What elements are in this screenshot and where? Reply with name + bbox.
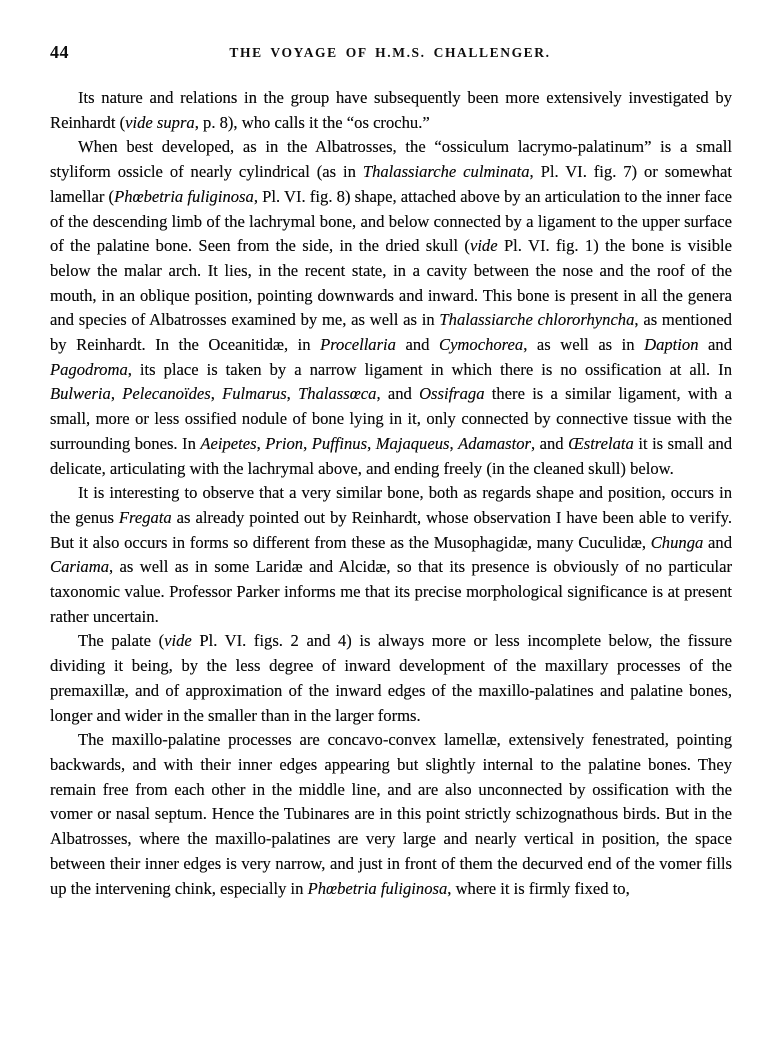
text-segment: it is small and delicate, articulating with the lachrymal above, and ending freely (in the cleaned skull) below. bbox=[50, 433, 733, 478]
taxon-name: Prion bbox=[265, 433, 304, 453]
taxon-name: Ossifraga bbox=[419, 384, 485, 404]
text-segment: , bbox=[210, 384, 223, 404]
text-segment: , Pl. VI. fig. 8) shape, attached above by an articulation to the inner face of the descending limb of the lachrymal bone, and below connected by a ligament to the upper surface of the palatine bone. Seen from the side, in the dried skull ( bbox=[50, 186, 732, 256]
text-segment: , bbox=[256, 433, 266, 453]
taxon-name: Procellaria bbox=[320, 335, 396, 355]
taxon-name: Phœbetria fuliginosa bbox=[307, 878, 448, 898]
text-segment: Pl. VI. figs. 2 and 4) is always more or less incomplete below, the fissure dividing it being, by the less degree of inward development of the maxillary processes of the premaxillæ, and of approximation of the inward edges of the maxillo-palatines and palatine bones, longer and wider in the smaller than in the larger forms. bbox=[50, 631, 732, 725]
page-body bbox=[50, 86, 732, 901]
taxon-name: Daption bbox=[644, 335, 699, 355]
paragraph bbox=[50, 135, 732, 481]
taxon-name: Fulmarus bbox=[222, 384, 287, 404]
taxon-name: Puffinus bbox=[311, 433, 368, 453]
text-segment: , bbox=[367, 433, 376, 453]
text-segment: , as well as in some Laridæ and Alcidæ, so that its presence is obviously of no particular taxonomic value. Professor Parker informs me that its precise morphological significance is at present rather uncertain. bbox=[50, 557, 732, 626]
taxon-name: Fregata bbox=[118, 507, 172, 527]
taxon-name: Thalassiarche chlororhyncha bbox=[439, 310, 635, 330]
taxon-name: Pagodroma bbox=[50, 359, 128, 379]
text-segment: , and bbox=[530, 433, 569, 453]
text-segment: and bbox=[395, 335, 439, 355]
taxon-name: Pelecanoïdes bbox=[122, 384, 211, 404]
taxon-name: Cariama bbox=[50, 557, 110, 577]
text-segment: , bbox=[286, 384, 299, 404]
text-segment: , where it is firmly fixed to, bbox=[447, 878, 630, 898]
text-segment: , bbox=[110, 384, 123, 404]
text-segment: , as well as in bbox=[523, 335, 645, 355]
text-segment: Pl. VI. fig. 1) the bone is visible below the malar arch. It lies, in the recent state, in a cavity between the nose and the roof of the mouth, in an oblique position, pointing downwards and inward. This bone is present in all the genera and species of Albatrosses examined by me, as well as in bbox=[50, 236, 732, 330]
text-segment: The palate ( bbox=[78, 631, 165, 651]
paragraph bbox=[50, 86, 732, 135]
taxon-name: Aeipetes bbox=[200, 433, 257, 453]
taxon-name: Thalassœca bbox=[298, 384, 377, 404]
taxon-name: vide bbox=[164, 631, 192, 651]
text-segment: Its nature and relations in the group have subsequently been more extensively investigated by Reinhardt ( bbox=[50, 88, 732, 132]
text-segment: , bbox=[449, 433, 459, 453]
text-segment: When best developed, as in the Albatrosses, the “ossiculum lacrymo-palatinum” is a small styliform ossicle of nearly cylindrical (as in bbox=[50, 137, 732, 182]
taxon-name: vide supra bbox=[125, 112, 195, 132]
text-segment: and bbox=[698, 335, 733, 355]
text-segment: and bbox=[703, 532, 732, 552]
running-title: THE VOYAGE OF H.M.S. CHALLENGER. bbox=[229, 45, 551, 60]
paragraph bbox=[50, 481, 732, 629]
text-segment: It is interesting to observe that a very similar bone, both as regards shape and position, occurs in the genus bbox=[50, 483, 732, 527]
taxon-name: Adamastor bbox=[458, 433, 531, 453]
taxon-name: Thalassiarche culminata bbox=[362, 162, 530, 182]
taxon-name: vide bbox=[469, 236, 498, 256]
text-segment: , p. 8), who calls it the “os crochu.” bbox=[194, 112, 430, 132]
taxon-name: Chunga bbox=[650, 532, 704, 552]
taxon-name: Bulweria bbox=[50, 384, 111, 404]
page-number: 44 bbox=[50, 42, 69, 62]
text-segment: , Pl. VI. fig. 7) or somewhat lamellar ( bbox=[50, 162, 732, 206]
page-header bbox=[50, 42, 730, 64]
paragraph bbox=[50, 629, 732, 728]
text-segment: , its place is taken by a narrow ligament in which there is no ossification at all. In bbox=[127, 359, 732, 379]
taxon-name: Œstrelata bbox=[568, 433, 634, 453]
paragraph bbox=[50, 728, 732, 901]
taxon-name: Phœbetria fuliginosa bbox=[114, 186, 254, 206]
text-segment: , bbox=[303, 433, 312, 453]
text-segment: there is a similar ligament, with a small, more or less ossified nodule of bone lying in it, only connected by connective tissue with the surrounding bones. In bbox=[50, 384, 733, 453]
taxon-name: Majaqueus bbox=[375, 433, 450, 453]
text-segment: The maxillo-palatine processes are concavo-convex lamellæ, extensively fenestrated, pointing backwards, and with their inner edges appearing but slightly internal to the palatine bones. They remain free from each other in the middle line, and are also unconnected by ossification with the vomer or nasal septum. Hence the Tubinares are in this point strictly schizognathous birds. But in the Albatrosses, where the maxillo-palatines are very large and nearly vertical in position, the space between their inner edges is very narrow, and just in front of them the decurved end of the vomer fills up the intervening chink, especially in bbox=[50, 730, 732, 898]
text-segment: as already pointed out by Reinhardt, whose observation I have been able to verify. But it also occurs in forms so different from these as the Musophagidæ, many Cuculidæ, bbox=[50, 507, 732, 552]
text-segment: , and bbox=[376, 384, 420, 404]
text-segment: , as mentioned by Reinhardt. In the Oceanitidæ, in bbox=[50, 310, 732, 355]
taxon-name: Cymochorea bbox=[439, 335, 524, 355]
